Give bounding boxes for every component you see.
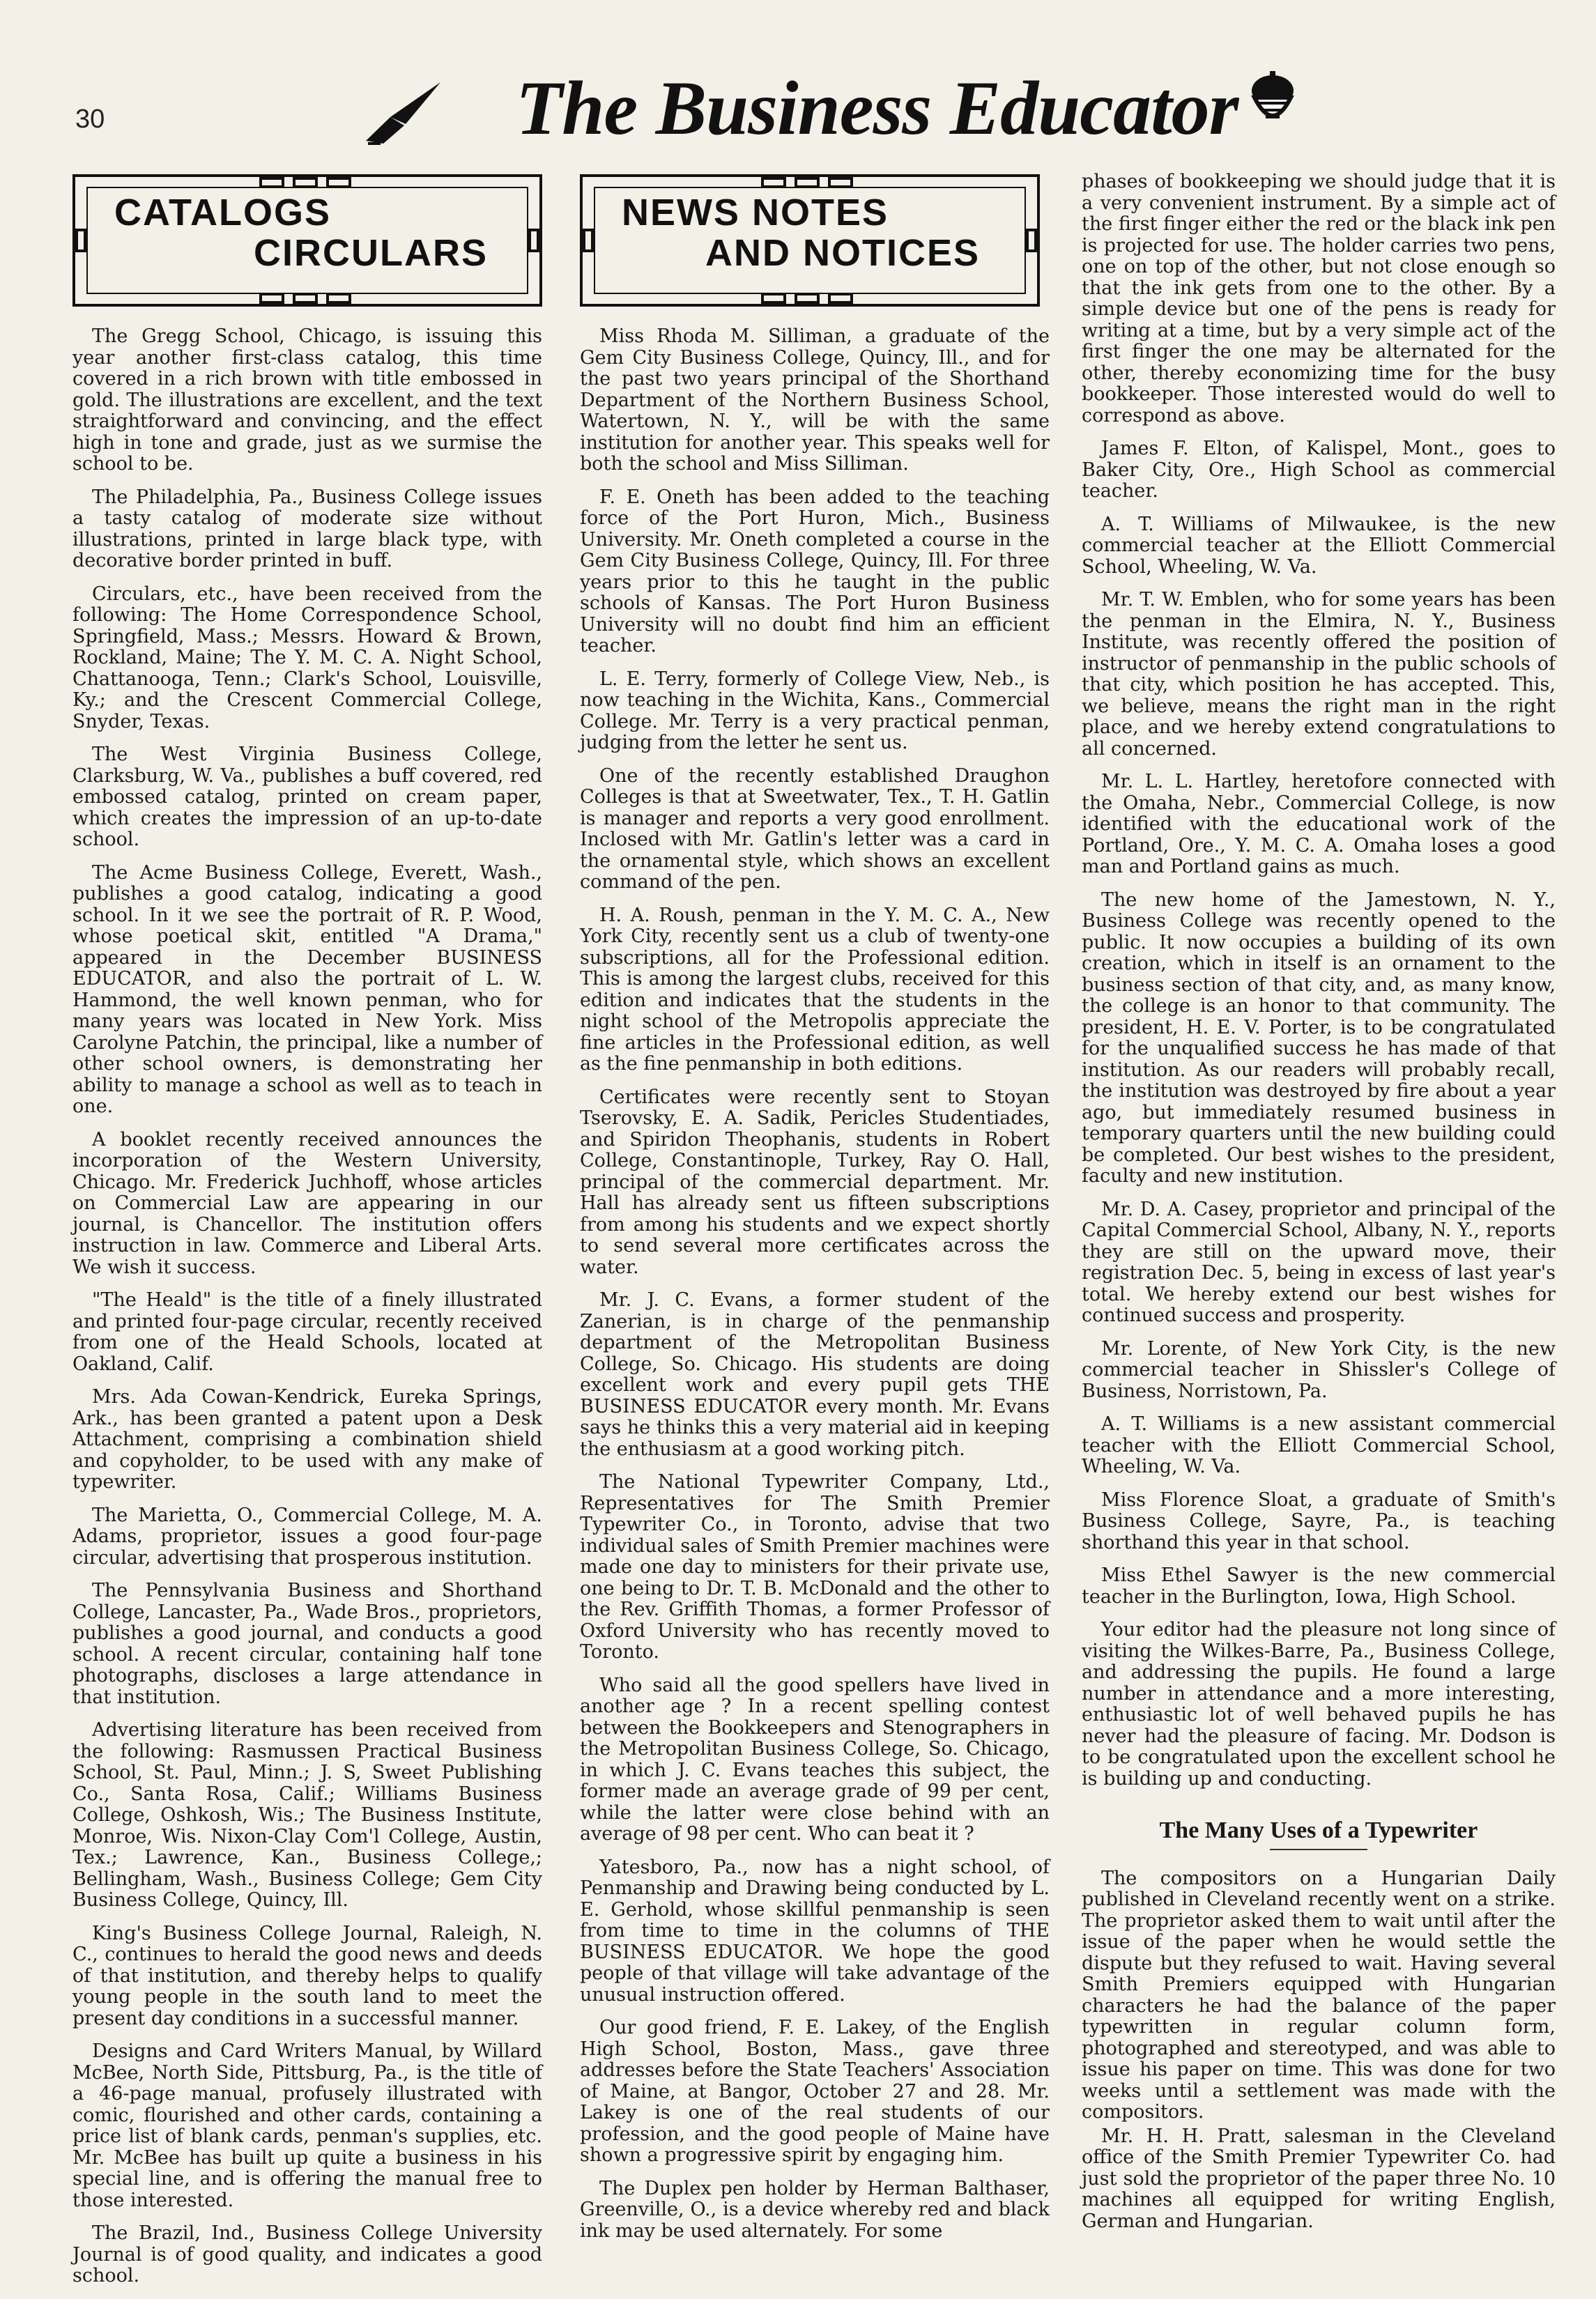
paragraph: The West Virginia Business College, Clarksburg, W. Va., publishes a buff covered, red embossed catalog, printed on cream paper, which creates the impression of an up-to-date school. xyxy=(72,744,542,850)
column-catalogs-circulars xyxy=(72,174,542,2299)
paragraph: Mr. Lorente, of New York City, is the new commercial teacher in Shissler's College of Business, Norristown, Pa. xyxy=(1082,1337,1556,1402)
paragraph: Designs and Card Writers Manual, by Willard McBee, North Side, Pittsburg, Pa., is the title of a 46-page manual, profusely illustrated with comic, flourished and other cards, containing a price list of blank cards, penman's supplies, etc. Mr. McBee has built up quite a business in his special line, and is offering the manual free to those interested. xyxy=(72,2040,542,2211)
paragraph: Mr. D. A. Casey, proprietor and principal of the Capital Commercial School, Albany, N. Y., reports they are still on the upward move, their registration Dec. 5, being in excess of last year's total. We hereby extend our best wishes for continued success and prosperity. xyxy=(1082,1198,1556,1326)
paragraph: The Gregg School, Chicago, is issuing this year another first-class catalog, this time covered in a rich brown with title embossed in gold. The illustrations are excellent, and the text straightforward and convincing, and the effect high in tone and grade, just as we surmise the school to be. xyxy=(72,325,542,475)
paragraph: L. E. Terry, formerly of College View, Neb., is now teaching in the Wichita, Kans., Commercial College. Mr. Terry is a very practical penman, judging from the letter he sent us. xyxy=(580,668,1050,753)
paragraph: Mr. H. H. Pratt, salesman in the Cleveland office of the Smith Premier Typewriter Co. had just sold the proprietor of the paper three No. 10 machines all equipped for writing English, German and Hungarian. xyxy=(1082,2125,1556,2232)
paragraph: The compositors on a Hungarian Daily published in Cleveland recently went on a strike. The proprietor asked them to wait until after the issue of the paper when he would settle the dispute but they refused to wait. Having several Smith Premiers equipped with Hungarian characters he had the balance of the paper typewritten in regular column form, photographed and stereotyped, and was able to issue his paper on time. This was done for two weeks until a settlement was made with the compositors. xyxy=(1082,1867,1556,2123)
header-line-news-notes: NEWS NOTES xyxy=(622,192,889,233)
paragraph: Circulars, etc., have been received from the following: The Home Correspondence School, Springfield, Mass.; Messrs. Howard & Brown, Rockland, Maine; The Y. M. C. A. Night School, Chattanooga, Tenn.; Clark's School, Louisville, Ky.; and the Crescent Commercial College, Snyder, Texas. xyxy=(72,583,542,732)
paragraph: H. A. Roush, penman in the Y. M. C. A., New York City, recently sent us a club of twenty-one subscriptions, all for the Professional edition. This is among the largest clubs, received for this edition and indicates that the students in the night school of the Metropolis appreciate the fine articles in the Professional edition, as well as the fine penmanship in both editions. xyxy=(580,904,1050,1075)
paragraph: The Acme Business College, Everett, Wash., publishes a good catalog, indicating a good school. In it we see the portrait of R. P. Wood, whose poetical skit, entitled "A Drama," appeared in the December BUSINESS EDUCATOR, and also the portrait of L. W. Hammond, the well known penman, who for many years was located in New York. Miss Carolyne Patchin, the principal, like a number of other school owners, is demonstrating her ability to manage a school as well as to teach in one. xyxy=(72,861,542,1117)
paragraph: Our good friend, F. E. Lakey, of the English High School, Boston, Mass., gave three addresses before the State Teachers' Association of Maine, at Bangor, October 27 and 28. Mr. Lakey is one of the real students of our profession, and the good people of Maine have shown a progressive spirit by engaging him. xyxy=(580,2017,1050,2166)
paragraph: The Pennsylvania Business and Shorthand College, Lancaster, Pa., Wade Bros., proprietors, publishes a good journal, and conducts a good school. A recent circular, containing half tone photographs, discloses a large attendance in that institution. xyxy=(72,1580,542,1708)
paragraph: "The Heald" is the title of a finely illustrated and printed four-page circular, recently received from one of the Heald Schools, located at Oakland, Calif. xyxy=(72,1289,542,1375)
paragraph: Mr. L. L. Hartley, heretofore connected with the Omaha, Nebr., Commercial College, is now identified with the educational work of the Portland, Ore., Y. M. C. A. Omaha loses a good man and Portland gains as much. xyxy=(1082,771,1556,877)
column-continued xyxy=(1082,171,1556,2244)
section-header-news xyxy=(580,174,1050,307)
column-news-notes xyxy=(580,174,1050,2254)
header-line-catalogs: CATALOGS xyxy=(114,192,331,233)
paragraph: The Marietta, O., Commercial College, M. A. Adams, proprietor, issues a good four-page circular, advertising that prosperous institution. xyxy=(72,1504,542,1569)
acorn-ornament-icon xyxy=(1245,70,1300,132)
header-line-and-notices: AND NOTICES xyxy=(705,232,981,274)
paragraph: The Philadelphia, Pa., Business College issues a tasty catalog of moderate size without illustrations, printed in large black type, with decorative border printed in buff. xyxy=(72,486,542,571)
quill-pen-icon xyxy=(362,77,446,146)
section-header-catalogs xyxy=(72,174,542,307)
divider xyxy=(1270,1849,1367,1850)
paragraph: Who said all the good spellers have lived in another age ? In a recent spelling contest between the Bookkeepers and Stenographers in the Metropolitan Business College, So. Chicago, in which J. C. Evans teaches this subject, the former made an average grade of 99 per cent, while the latter were close behind with an average of 98 per cent. Who can beat it ? xyxy=(580,1674,1050,1845)
paragraph: F. E. Oneth has been added to the teaching force of the Port Huron, Mich., Business University. Mr. Oneth completed a course in the Gem City Business College, Quincy, Ill. For three years prior to this he taught in the public schools of Kansas. The Port Huron Business University will no doubt find him an efficient teacher. xyxy=(580,486,1050,656)
paragraph: Mr. T. W. Emblen, who for some years has been the penman in the Elmira, N. Y., Business Institute, was recently offered the position of instructor of penmanship in the public schools of that city, which position he has accepted. This, we believe, means the right man in the right place, and we hereby extend congratulations to all concerned. xyxy=(1082,589,1556,760)
paragraph: The Duplex pen holder by Herman Balthaser, Greenville, O., is a device whereby red and black ink may be used alternately. For some xyxy=(580,2177,1050,2242)
paragraph: A. T. Williams of Milwaukee, is the new commercial teacher at the Elliott Commercial School, Wheeling, W. Va. xyxy=(1082,513,1556,578)
paragraph: The Brazil, Ind., Business College University Journal is of good quality, and indicates a good school. xyxy=(72,2222,542,2286)
paragraph: Mr. J. C. Evans, a former student of the Zanerian, is in charge of the penmanship department of the Metropolitan Business College, So. Chicago. His students are doing excellent work and every pupil gets THE BUSINESS EDUCATOR every month. Mr. Evans says he thinks this a very material aid in keeping the enthusiasm at a good working pitch. xyxy=(580,1289,1050,1460)
paragraph: Certificates were recently sent to Stoyan Tserovsky, E. A. Sadik, Pericles Studentiades, and Spiridon Theophanis, students in Robert College, Constantinople, Turkey, Ray O. Hall, principal of the commercial department. Mr. Hall has already sent us fifteen subscriptions from among his students and we expect shortly to send several more certificates across the water. xyxy=(580,1086,1050,1278)
header-line-circulars: CIRCULARS xyxy=(254,232,488,274)
paragraph: The National Typewriter Company, Ltd., Representatives for The Smith Premier Typewriter Co., in Toronto, advise that two individual sales of Smith Premier machines were made one day to ministers for their private use, one being to Dr. T. B. McDonald and the other to the Rev. Griffith Thomas, a former Professor of Oxford University who has recently moved to Toronto. xyxy=(580,1471,1050,1663)
page-number: 30 xyxy=(75,105,105,134)
paragraph: Yatesboro, Pa., now has a night school, of Penmanship and Drawing being conducted by L. E. Gerhold, whose skillful penmanship is seen from time to time in the columns of THE BUSINESS EDUCATOR. We hope the good people of that village will take advantage of the unusual instruction offered. xyxy=(580,1856,1050,2006)
paragraph: A. T. Williams is a new assistant commercial teacher with the Elliott Commercial School, Wheeling, W. Va. xyxy=(1082,1413,1556,1477)
paragraph: King's Business College Journal, Raleigh, N. C., continues to herald the good news and deeds of that institution, and thereby helps to qualify young people in the south land to meet the present day conditions in a successful manner. xyxy=(72,1922,542,2029)
paragraph: phases of bookkeeping we should judge that it is a very convenient instrument. By a simple act of the first finger either the red or the black ink pen is projected for use. The holder carries two pens, one on top of the other, but not close enough so that the ink gets from one to the other. By a simple device but one of the pens is ready for writing at a time, but by a very simple act of the first finger the one may be alternated for the other, thereby economizing time for the busy bookkeeper. Those interested would do well to correspond as above. xyxy=(1082,171,1556,426)
paragraph: Advertising literature has been received from the following: Rasmussen Practical Business School, St. Paul, Minn.; J. S, Sweet Publishing Co., Santa Rosa, Calif.; Williams Business College, Oshkosh, Wis.; The Business Institute, Monroe, Wis. Nixon-Clay Com'l College, Austin, Tex.; Lawrence, Kan., Business College,; Bellingham, Wash., Business College; Gem City Business College, Quincy, Ill. xyxy=(72,1719,542,1911)
paragraph: A booklet recently received announces the incorporation of the Western University, Chicago. Mr. Frederick Juchhoff, whose articles on Commercial Law are appearing in our journal, is Chancellor. The institution offers instruction in law. Commerce and Liberal Arts. We wish it success. xyxy=(72,1128,542,1278)
paragraph: Miss Florence Sloat, a graduate of Smith's Business College, Sayre, Pa., is teaching shorthand this year in that school. xyxy=(1082,1489,1556,1553)
article-title: The Many Uses of a Typewriter xyxy=(1159,1817,1478,1843)
masthead-title: The Business Educator xyxy=(516,66,1238,151)
paragraph: Miss Ethel Sawyer is the new commercial teacher in the Burlington, Iowa, High School. xyxy=(1082,1564,1556,1608)
paragraph: Your editor had the pleasure not long since of visiting the Wilkes-Barre, Pa., Business College, and addressing the pupils. He found a large number in attendance and a more interesting, enthusiastic lot of well behaved pupils he has never had the pleasure of facing. Mr. Dodson is to be congratulated upon the excellent school he is building up and conducting. xyxy=(1082,1619,1556,1790)
paragraph: The new home of the Jamestown, N. Y., Business College was recently opened to the public. It now occupies a building of its own creation, which in itself is an ornament to the business section of that city, and, as many know, the college is an honor to that community. The president, H. E. V. Porter, is to be congratulated for the unqualified success he has made of that institution. As our readers will probably recall, the institution was destroyed by fire about a year ago, but immediately resumed business in temporary quarters until the new building could be completed. Our best wishes to the president, faculty and new institution. xyxy=(1082,889,1556,1187)
paragraph: Miss Rhoda M. Silliman, a graduate of the Gem City Business College, Quincy, Ill., and for the past two years principal of the Shorthand Department of the Northern Business School, Watertown, N. Y., will be with the same institution for another year. This speaks well for both the school and Miss Silliman. xyxy=(580,325,1050,475)
paragraph: One of the recently established Draughon Colleges is that at Sweetwater, Tex., T. H. Gatlin is manager and reports a very good enrollment. Inclosed with Mr. Gatlin's letter was a card in the ornamental style, which shows an excellent command of the pen. xyxy=(580,764,1050,893)
paragraph: Mrs. Ada Cowan-Kendrick, Eureka Springs, Ark., has been granted a patent upon a Desk Attachment, comprising a combination shield and copyholder, to be used with any make of typewriter. xyxy=(72,1386,542,1493)
paragraph: James F. Elton, of Kalispel, Mont., goes to Baker City, Ore., High School as commercial teacher. xyxy=(1082,438,1556,502)
